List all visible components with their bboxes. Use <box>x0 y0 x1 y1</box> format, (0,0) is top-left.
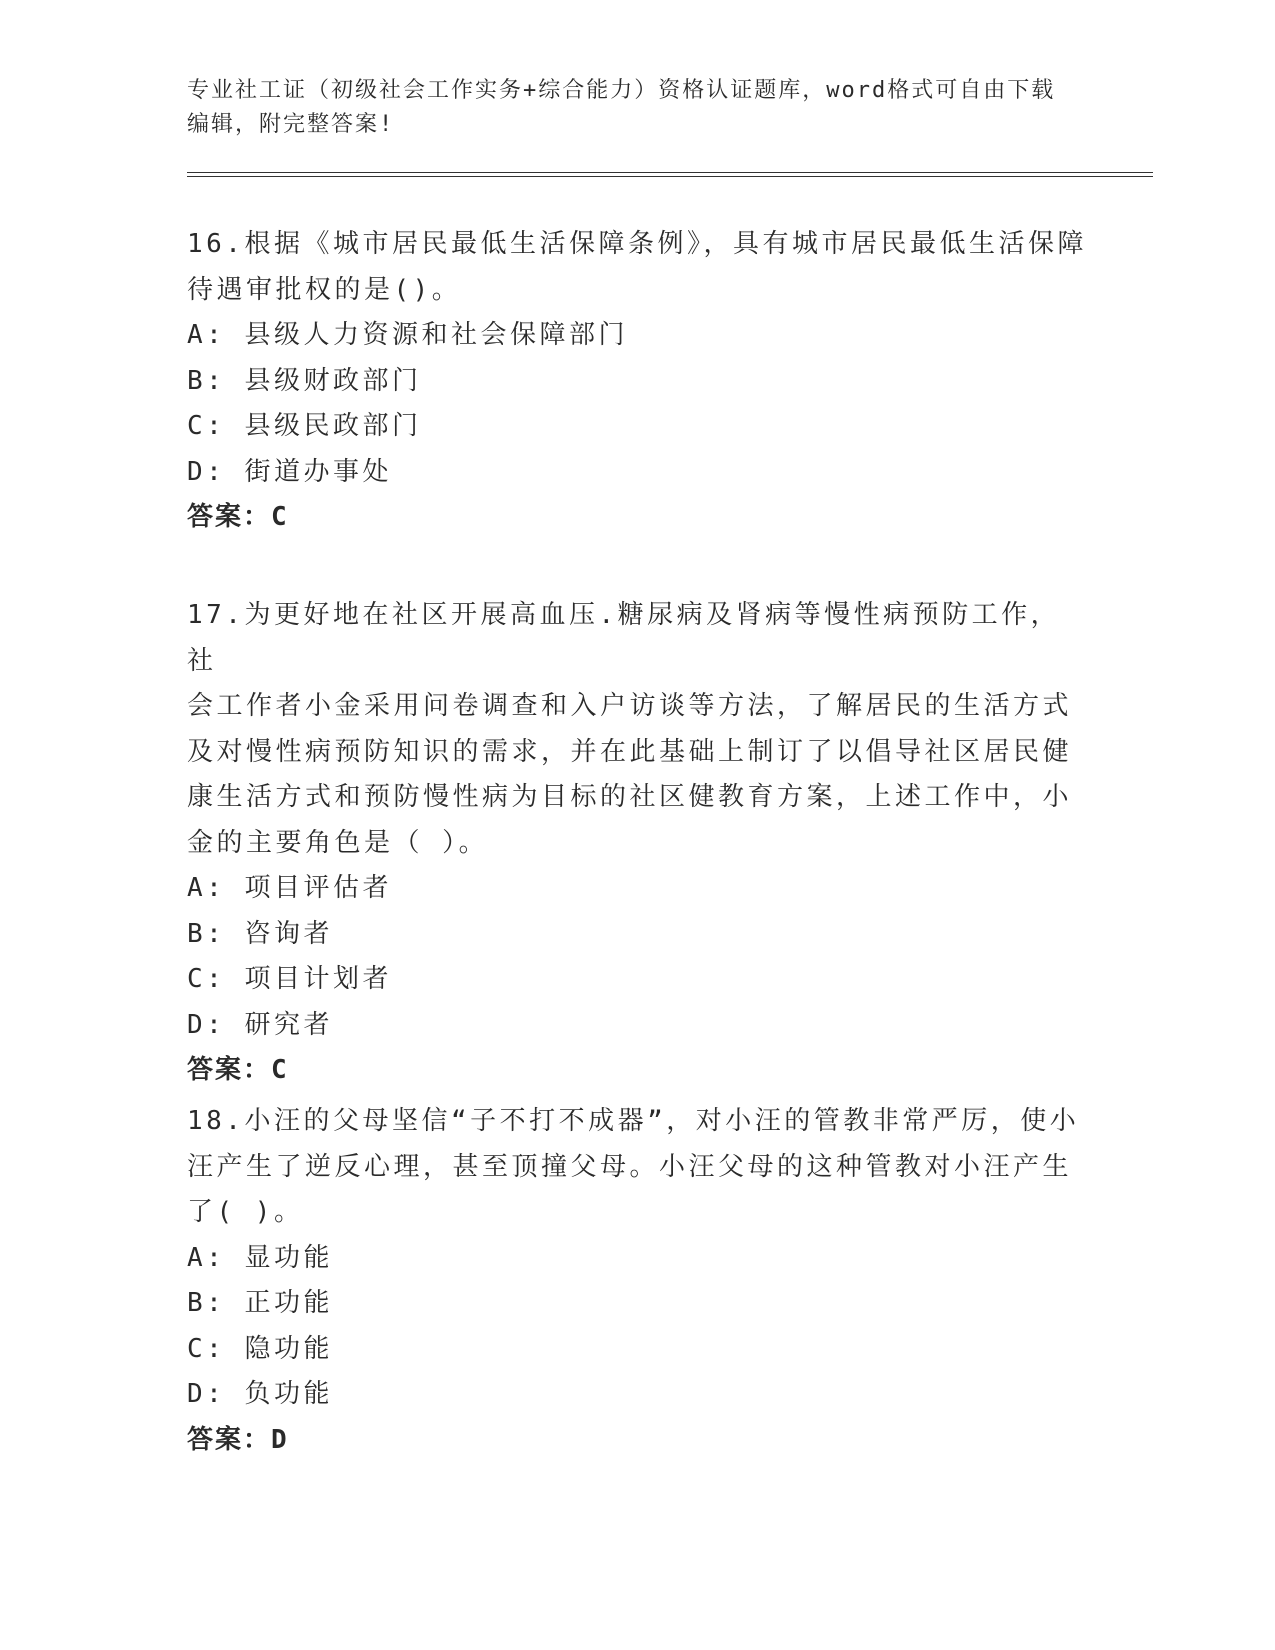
option-c: C: 隐功能 <box>187 1333 333 1364</box>
option-d: D: 研究者 <box>187 1009 333 1040</box>
option-c: C: 项目计划者 <box>187 964 392 994</box>
question-stem-line: 17.为更好地在社区开展高血压.糖尿病及肾病等慢性病预防工作，社 <box>187 600 1061 676</box>
answer: 答案：C <box>187 502 289 532</box>
answer: 答案：D <box>187 1424 289 1455</box>
question-stem-line: 了( )。 <box>187 1197 304 1227</box>
option-a: A: 显功能 <box>187 1242 333 1273</box>
question-stem-line: 金的主要角色是（ ）。 <box>187 827 489 858</box>
question-stem-line: 18.小汪的父母坚信“子不打不成器”，对小汪的管教非常严厉，使小 <box>187 1106 1080 1136</box>
question-stem-line: 会工作者小金采用问卷调查和入户访谈等方法，了解居民的生活方式 <box>187 691 1073 721</box>
option-a: A: 项目评估者 <box>187 873 392 903</box>
question-16 <box>187 222 1087 541</box>
document-header <box>187 74 1087 142</box>
header-divider-bottom <box>187 176 1153 177</box>
answer: 答案：C <box>187 1055 289 1085</box>
option-b: B: 正功能 <box>187 1288 333 1318</box>
question-17 <box>187 593 1087 1094</box>
option-d: D: 负功能 <box>187 1379 333 1409</box>
header-line-2: 编辑，附完整答案! <box>187 112 395 137</box>
question-stem-line: 及对慢性病预防知识的需求，并在此基础上制订了以倡导社区居民健 <box>187 736 1073 767</box>
option-b: B: 县级财政部门 <box>187 365 422 396</box>
question-18 <box>187 1099 1087 1463</box>
header-divider-top <box>187 172 1153 173</box>
option-b: B: 咨询者 <box>187 918 333 949</box>
option-a: A: 县级人力资源和社会保障部门 <box>187 320 628 350</box>
option-c: C: 县级民政部门 <box>187 411 422 441</box>
question-stem-line: 待遇审批权的是()。 <box>187 274 462 305</box>
question-stem-line: 康生活方式和预防慢性病为目标的社区健教育方案，上述工作中，小 <box>187 782 1073 812</box>
header-line-1: 专业社工证（初级社会工作实务+综合能力）资格认证题库，word格式可自由下载 <box>187 78 1056 103</box>
option-d: D: 街道办事处 <box>187 456 392 487</box>
question-stem-line: 16.根据《城市居民最低生活保障条例》，具有城市居民最低生活保障 <box>187 229 1087 259</box>
question-stem-line: 汪产生了逆反心理，甚至顶撞父母。小汪父母的这种管教对小汪产生 <box>187 1151 1073 1182</box>
